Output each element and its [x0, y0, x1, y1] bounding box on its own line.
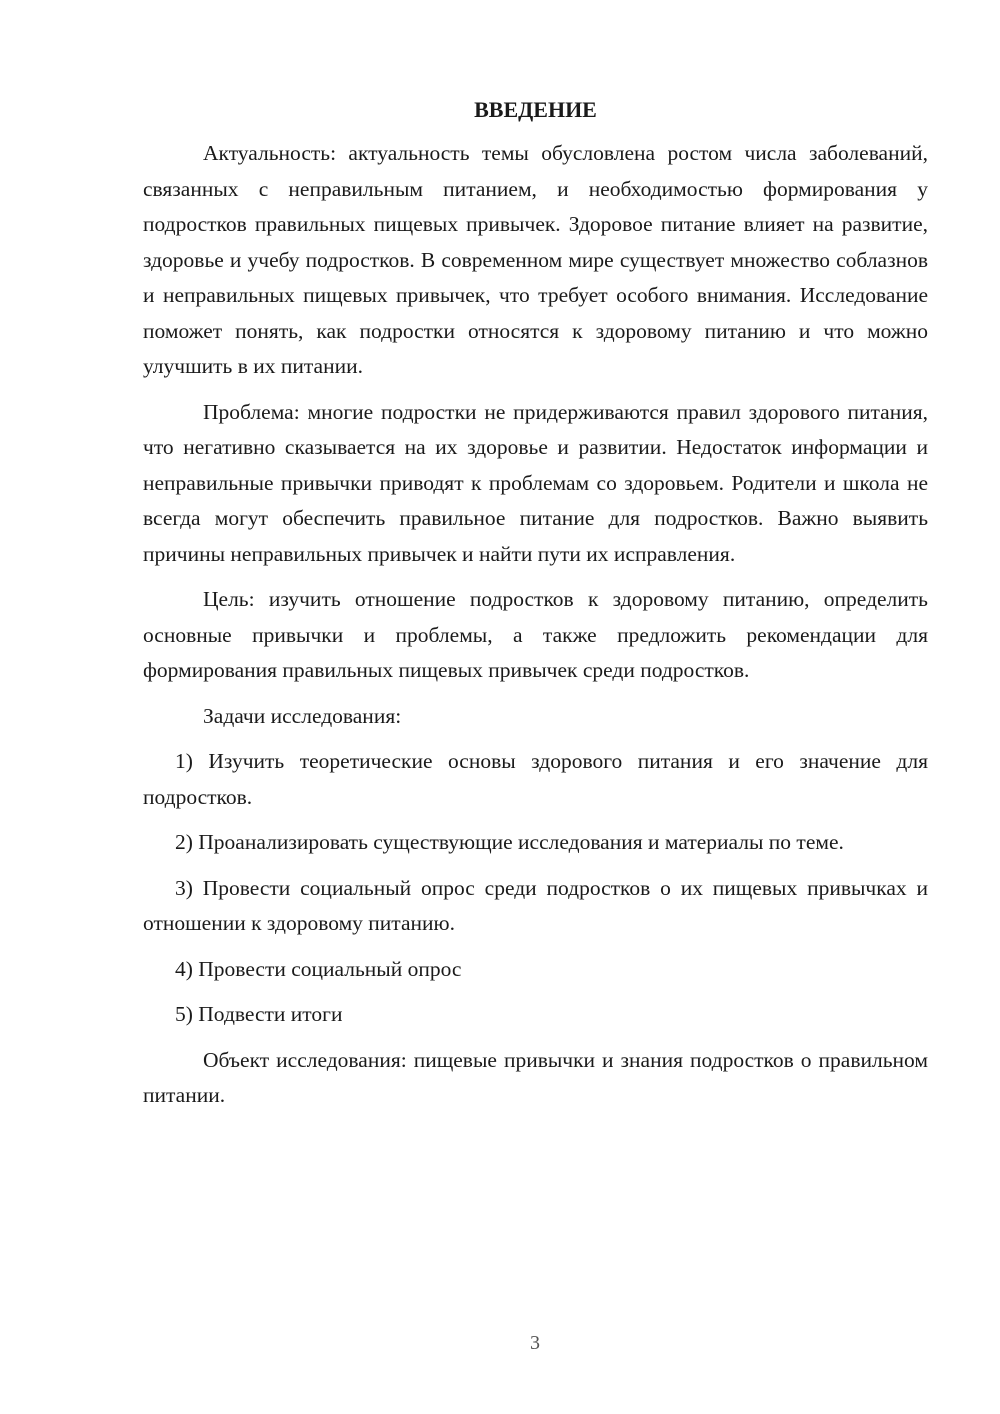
task-item-1: 1) Изучить теоретические основы здорового питания и его значение для подростков. — [143, 749, 928, 809]
problem-paragraph: Проблема: многие подростки не придерживаются правил здорового питания, что негативно сказывается на их здоровье и развитии. Недостаток информации и неправильные привычки приводят к проблемам со здоровьем. Родители и школа не всегда могут обеспечить правильное питание для подростков. Важно выявить причины неправильных привычек и найти пути их исправления. — [143, 399, 928, 566]
task-item-5: 5) Подвести итоги — [175, 1002, 343, 1026]
task-item-2: 2) Проанализировать существующие исследования и материалы по теме. — [175, 830, 844, 854]
page-content — [143, 92, 928, 1124]
section-heading: ВВЕДЕНИЕ — [474, 97, 597, 122]
relevance-paragraph: Актуальность: актуальность темы обусловлена ростом числа заболеваний, связанных с неправильным питанием, и необходимостью формирования у подростков правильных пищевых привычек. Здоровое питание влияет на развитие, здоровье и учебу подростков. В современном мире существует множество соблазнов и неправильных пищевых привычек, что требует особого внимания. Исследование поможет понять, как подростки относятся к здоровому питанию и что можно улучшить в их питании. — [143, 141, 928, 378]
page-number: 3 — [530, 1332, 540, 1354]
tasks-heading: Задачи исследования: — [203, 703, 402, 728]
task-item-3: 3) Провести социальный опрос среди подростков о их пищевых привычках и отношении к здоровому питанию. — [143, 875, 928, 935]
object-paragraph: Объект исследования: пищевые привычки и знания подростков о правильном питании. — [143, 1047, 928, 1107]
goal-paragraph: Цель: изучить отношение подростков к здоровому питанию, определить основные привычки и проблемы, а также предложить рекомендации для формирования правильных пищевых привычек среди подростков. — [143, 587, 928, 682]
task-item-4: 4) Провести социальный опрос — [175, 956, 462, 981]
